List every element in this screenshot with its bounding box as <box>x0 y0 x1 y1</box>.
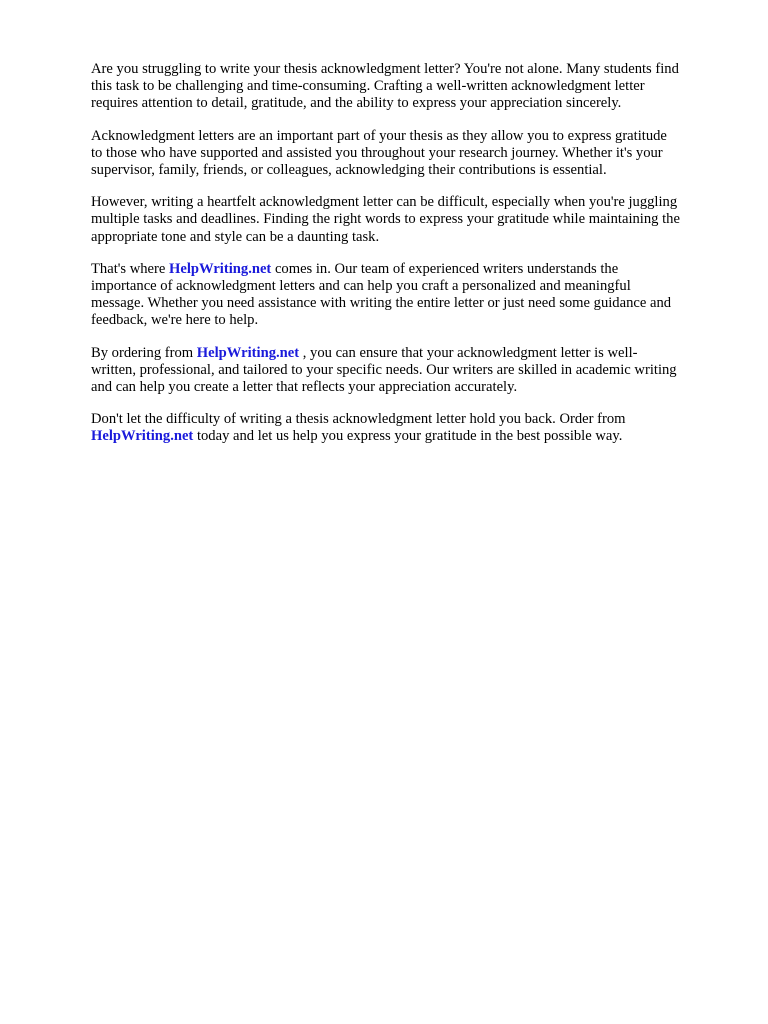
paragraph-service-text: comes in. Our team of experienced writers understands the importance of acknowledgment letters and can help you craft a personalized and meaningful message. Whether you need assistance with writing the entire letter or just need some guidance and feedback, we're here to help. <box>91 260 672 329</box>
paragraph-service <box>91 261 723 330</box>
paragraph-ordering <box>91 345 723 397</box>
paragraph-importance: Acknowledgment letters are an important part of your thesis as they allow you to express gratitude to those who have supported and assisted you throughout your research journey. Whether it's your supervisor, family, friends, or colleagues, acknowledging their contributions is essential. <box>91 127 667 179</box>
document-page <box>91 61 723 461</box>
paragraph-cta <box>91 411 723 445</box>
paragraph-difficulty: However, writing a heartfelt acknowledgment letter can be difficult, especially when you're juggling multiple tasks and deadlines. Finding the right words to express your gratitude while maintaining the appropriate tone and style can be a daunting task. <box>91 194 680 245</box>
helpwriting-link[interactable]: HelpWriting.net <box>169 260 272 277</box>
paragraph-intro: Are you struggling to write your thesis acknowledgment letter? You're not alone. Many students find this task to be challenging and time-consuming. Crafting a well-written acknowledgment letter requires attention to detail, gratitude, and the ability to express your appreciation sincerely. <box>91 61 679 112</box>
paragraph-ordering-text: , you can ensure that your acknowledgment letter is well- written, professional, and tailored to your specific needs. Our writers are skilled in academic writing and can help you create a letter that reflects your appreciation accurately. <box>91 344 677 396</box>
paragraph-ordering-lead: By ordering from <box>91 344 197 361</box>
paragraph-cta-lead: Don't let the difficulty of writing a thesis acknowledgment letter hold you back. Order from <box>91 411 626 428</box>
helpwriting-link[interactable]: HelpWriting.net <box>196 344 300 361</box>
paragraph-service-lead: That's where <box>91 260 169 277</box>
helpwriting-link[interactable]: HelpWriting.net <box>91 428 194 445</box>
paragraph-cta-text: today and let us help you express your gratitude in the best possible way. <box>193 428 623 445</box>
